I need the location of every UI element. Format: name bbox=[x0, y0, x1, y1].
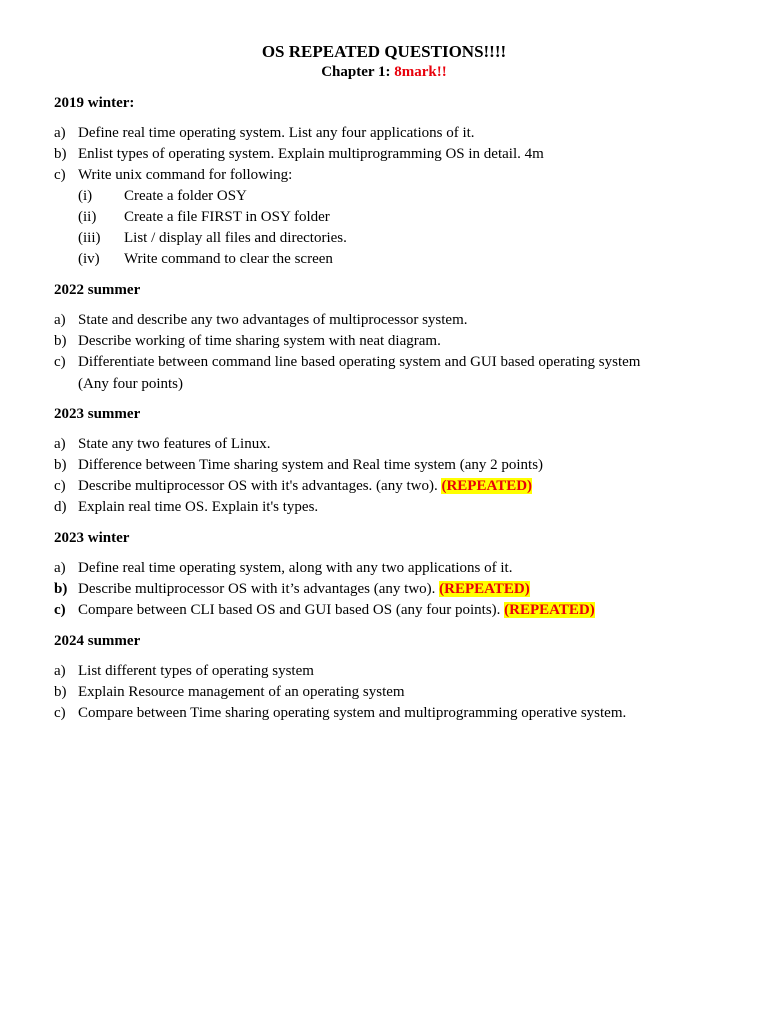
question-item bbox=[54, 123, 475, 143]
question-item bbox=[54, 165, 292, 185]
item-marker: c) bbox=[54, 478, 66, 494]
item-marker: a) bbox=[54, 663, 66, 679]
item-text: State any two features of Linux. bbox=[78, 436, 271, 452]
sub-item-text: List / display all files and directories. bbox=[124, 230, 347, 246]
item-text: List different types of operating system bbox=[78, 663, 314, 679]
question-item bbox=[54, 331, 441, 351]
chapter-label: Chapter 1: bbox=[321, 64, 395, 80]
item-text: Define real time operating system. List any four applications of it. bbox=[78, 125, 475, 141]
question-item bbox=[54, 682, 405, 702]
item-text: Explain Resource management of an operating system bbox=[78, 684, 405, 700]
question-item bbox=[54, 144, 544, 164]
mark-highlight: 8mark!! bbox=[394, 64, 447, 80]
chapter-subtitle bbox=[0, 63, 768, 81]
question-item bbox=[54, 352, 640, 372]
item-text: Define real time operating system, along with any two applications of it. bbox=[78, 560, 513, 576]
item-marker: c) bbox=[54, 705, 66, 721]
sub-question-item bbox=[78, 207, 330, 227]
sub-item-marker: (i) bbox=[78, 188, 93, 204]
item-text: State and describe any two advantages of multiprocessor system. bbox=[78, 312, 468, 328]
item-text: Describe multiprocessor OS with it's advantages. (any two). bbox=[78, 478, 442, 494]
sub-item-marker: (ii) bbox=[78, 209, 97, 225]
item-marker: b) bbox=[54, 146, 67, 162]
item-marker: b) bbox=[54, 333, 67, 349]
item-text: Write unix command for following: bbox=[78, 167, 293, 183]
item-marker: c) bbox=[54, 602, 66, 618]
question-item bbox=[54, 310, 467, 330]
sub-item-text: Create a file FIRST in OSY folder bbox=[124, 209, 330, 225]
item-marker: b) bbox=[54, 581, 68, 597]
repeated-badge: (REPEATED) bbox=[441, 478, 533, 494]
question-item bbox=[54, 476, 532, 496]
document-title: OS REPEATED QUESTIONS!!!! bbox=[261, 42, 507, 61]
item-text: Difference between Time sharing system and Real time system (any 2 points) bbox=[78, 457, 544, 473]
section-heading-2022-summer: 2022 summer bbox=[54, 282, 141, 298]
sub-item-text: Write command to clear the screen bbox=[124, 251, 333, 267]
item-continuation: (Any four points) bbox=[78, 376, 183, 392]
question-item bbox=[54, 434, 270, 454]
item-marker: a) bbox=[54, 125, 66, 141]
sub-question-item bbox=[78, 186, 247, 206]
question-item bbox=[54, 497, 318, 517]
item-text: Describe multiprocessor OS with it’s advantages (any two). bbox=[78, 581, 440, 597]
section-heading-2024-summer: 2024 summer bbox=[54, 633, 141, 649]
item-text: Compare between Time sharing operating system and multiprogramming operative system. bbox=[78, 705, 627, 721]
item-marker: b) bbox=[54, 457, 67, 473]
question-item bbox=[54, 558, 512, 578]
item-marker: c) bbox=[54, 167, 66, 183]
question-item bbox=[54, 661, 314, 681]
sub-item-marker: (iv) bbox=[78, 251, 100, 267]
repeated-badge: (REPEATED) bbox=[439, 581, 530, 597]
item-text: Differentiate between command line based operating system and GUI based operating system bbox=[78, 354, 641, 370]
question-item bbox=[54, 579, 530, 599]
item-text: Explain real time OS. Explain it's types. bbox=[78, 499, 319, 515]
section-heading-2023-summer: 2023 summer bbox=[54, 406, 141, 422]
sub-question-item bbox=[78, 228, 347, 248]
question-item bbox=[54, 703, 626, 723]
item-text: Describe working of time sharing system with neat diagram. bbox=[78, 333, 441, 349]
section-heading-2023-winter: 2023 winter bbox=[54, 530, 130, 546]
sub-item-marker: (iii) bbox=[78, 230, 101, 246]
item-marker: b) bbox=[54, 684, 67, 700]
item-marker: a) bbox=[54, 436, 66, 452]
repeated-badge: (REPEATED) bbox=[504, 602, 595, 618]
item-text: Enlist types of operating system. Explain multiprogramming OS in detail. 4m bbox=[78, 146, 544, 162]
sub-item-text: Create a folder OSY bbox=[124, 188, 247, 204]
sub-question-item bbox=[78, 249, 333, 269]
item-marker: a) bbox=[54, 312, 66, 328]
item-text: Compare between CLI based OS and GUI based OS (any four points). bbox=[78, 602, 505, 618]
section-heading-2019-winter: 2019 winter: bbox=[54, 95, 135, 111]
item-marker: d) bbox=[54, 499, 67, 515]
item-marker: c) bbox=[54, 354, 66, 370]
item-marker: a) bbox=[54, 560, 66, 576]
question-item bbox=[54, 600, 595, 620]
question-item bbox=[54, 455, 543, 475]
